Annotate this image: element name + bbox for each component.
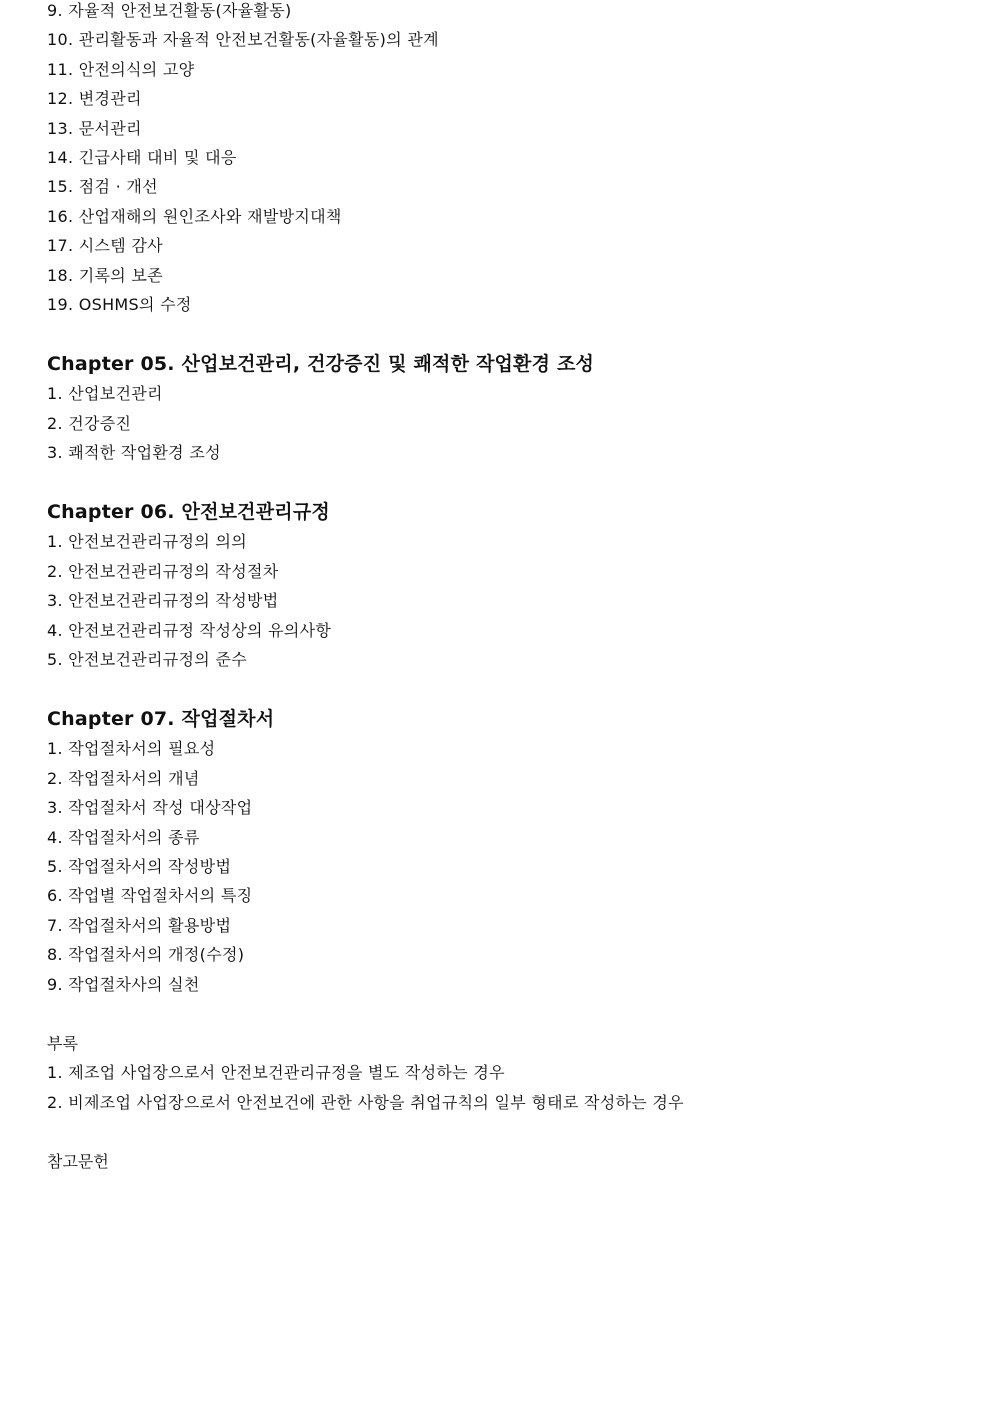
toc-item: 13. 문서관리 xyxy=(47,118,142,138)
toc-item: 10. 관리활동과 자율적 안전보건활동(자율활동)의 관계 xyxy=(47,30,439,50)
toc-item: 8. 작업절차서의 개정(수정) xyxy=(47,945,245,965)
toc-item: 4. 작업절차서의 종류 xyxy=(47,827,200,847)
references xyxy=(47,1147,947,1176)
chapter-04-continued xyxy=(47,0,947,319)
toc-item: 1. 안전보건관리규정의 의의 xyxy=(47,532,247,552)
toc-item: 9. 작업절차사의 실천 xyxy=(47,974,200,994)
toc-item: 6. 작업별 작업절차서의 특징 xyxy=(47,886,253,906)
table-of-contents xyxy=(47,0,947,1177)
toc-item: 3. 쾌적한 작업환경 조성 xyxy=(47,443,221,463)
appendix-title: 부록 xyxy=(47,1033,78,1053)
toc-item: 15. 점검 · 개선 xyxy=(47,177,158,197)
toc-item: 3. 작업절차서 작성 대상작업 xyxy=(47,798,253,818)
toc-item: 2. 건강증진 xyxy=(47,413,132,433)
toc-item: 4. 안전보건관리규정 작성상의 유의사항 xyxy=(47,620,332,640)
chapter-heading: Chapter 07. 작업절차서 xyxy=(47,708,275,731)
toc-item: 2. 비제조업 사업장으로서 안전보건에 관한 사항을 취업규칙의 일부 형태로 작성하는 경우 xyxy=(47,1092,684,1112)
toc-item: 2. 작업절차서의 개념 xyxy=(47,768,200,788)
toc-item: 1. 작업절차서의 필요성 xyxy=(47,739,216,759)
toc-item: 1. 산업보건관리 xyxy=(47,384,163,404)
toc-item: 12. 변경관리 xyxy=(47,89,142,109)
toc-item: 9. 자율적 안전보건활동(자율활동) xyxy=(47,1,292,20)
toc-item: 3. 안전보건관리규정의 작성방법 xyxy=(47,591,279,611)
chapter-heading: Chapter 06. 안전보건관리규정 xyxy=(47,501,330,524)
toc-item: 16. 산업재해의 원인조사와 재발방지대책 xyxy=(47,206,342,226)
toc-item: 14. 긴급사태 대비 및 대응 xyxy=(47,147,237,167)
chapter-06 xyxy=(47,497,947,674)
toc-item: 18. 기록의 보존 xyxy=(47,265,163,285)
references-title: 참고문헌 xyxy=(47,1152,109,1172)
toc-item: 17. 시스템 감사 xyxy=(47,236,163,256)
appendix xyxy=(47,1029,947,1117)
toc-item: 5. 작업절차서의 작성방법 xyxy=(47,856,232,876)
chapter-05 xyxy=(47,349,947,467)
toc-item: 5. 안전보건관리규정의 준수 xyxy=(47,650,247,670)
toc-item: 11. 안전의식의 고양 xyxy=(47,59,195,79)
toc-item: 19. OSHMS의 수정 xyxy=(47,294,192,314)
chapter-07 xyxy=(47,704,947,999)
toc-item: 7. 작업절차서의 활용방법 xyxy=(47,915,232,935)
toc-item: 1. 제조업 사업장으로서 안전보건관리규정을 별도 작성하는 경우 xyxy=(47,1063,505,1083)
chapter-heading: Chapter 05. 산업보건관리, 건강증진 및 쾌적한 작업환경 조성 xyxy=(47,353,595,376)
toc-item: 2. 안전보건관리규정의 작성절차 xyxy=(47,561,279,581)
